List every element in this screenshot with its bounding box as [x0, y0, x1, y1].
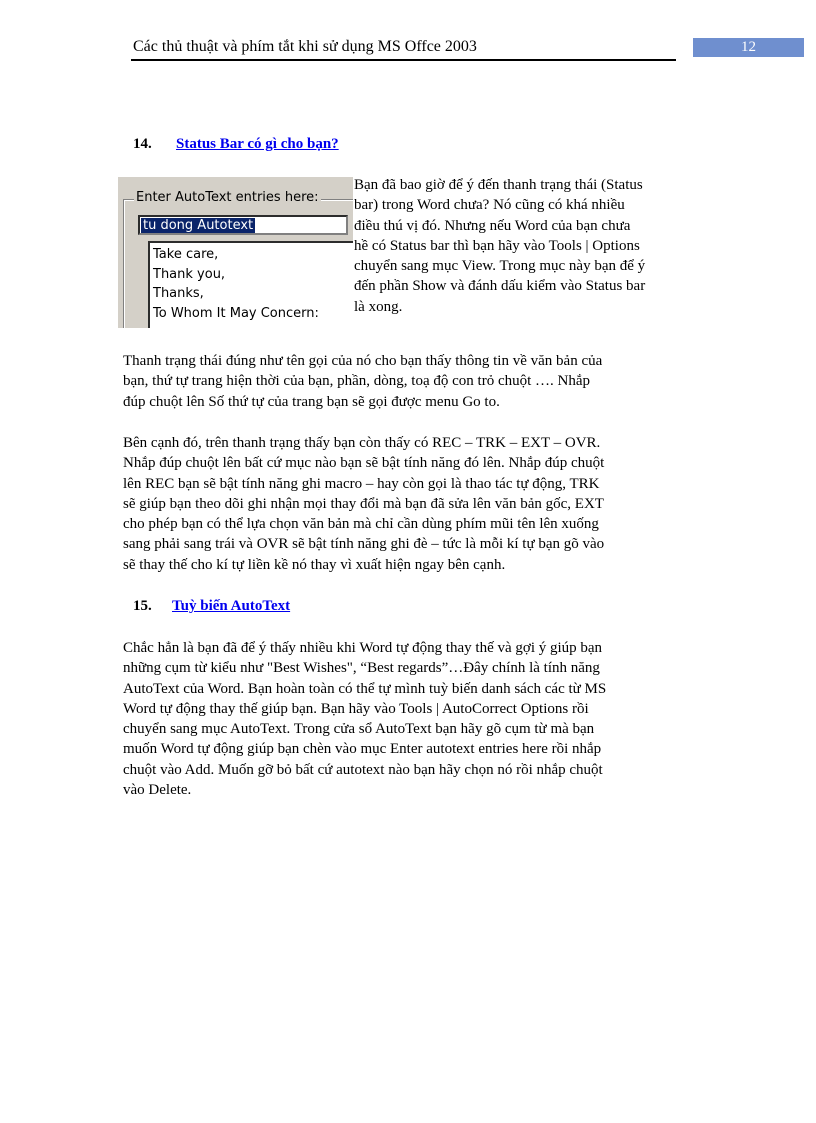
section-14-paragraph-2 — [123, 433, 604, 575]
text-line: sẽ thay thế cho kí tự liền kề nó thay vì xuất hiện ngay bên cạnh. — [123, 556, 506, 573]
page-number-badge: 12 — [693, 38, 804, 57]
text-line: chuột vào Add. Muốn gỡ bỏ bất cứ autotext nào bạn hãy chọn nó rồi nhắp chuột — [123, 761, 603, 778]
text-line: Thanh trạng thái đúng như tên gọi của nó cho bạn thấy thông tin về văn bản của — [123, 353, 603, 369]
dialog-label: Enter AutoText entries here: — [136, 190, 319, 205]
text-line: Bạn đã bao giờ để ý đến thanh trạng thái (Status — [354, 177, 643, 193]
text-line: đúp chuột lên Số thứ tự của trang bạn sẽ gọi được menu Go to. — [123, 393, 500, 410]
section-14-heading — [133, 136, 339, 153]
text-line: là xong. — [354, 298, 403, 315]
section-14-number: 14. — [133, 136, 152, 152]
text-line: cho phép bạn có thể lựa chọn văn bản mà chỉ cần dùng phím mũi tên lên xuống — [123, 516, 599, 533]
text-line: Chắc hẳn là bạn đã để ý thấy nhiều khi Word tự động thay thế và gợi ý giúp bạn — [123, 640, 603, 656]
list-item: Thank you, — [153, 266, 226, 282]
header-title: Các thủ thuật và phím tắt khi sử dụng MS Offce 2003 — [133, 38, 477, 55]
text-line: bạn, thứ tự trang hiện thời của bạn, phần, dòng, toạ độ con trỏ chuột …. Nhắp — [123, 373, 591, 390]
section-15-number: 15. — [133, 598, 152, 614]
text-line: muốn Word tự động giúp bạn chèn vào mục Enter autotext entries here rồi nhắp — [123, 741, 602, 758]
autotext-input — [138, 215, 348, 235]
text-line: sang phải sang trái và OVR sẽ bật tính năng ghi đè – tức là mỗi kí tự bạn gõ vào — [123, 536, 605, 553]
text-line: hề có Status bar thì bạn hãy vào Tools | Options — [354, 237, 640, 254]
text-line: đến phần Show và đánh dấu kiểm vào Status bar — [354, 278, 646, 295]
section-15-link[interactable]: Tuỳ biến AutoText — [172, 598, 291, 614]
text-line: Word tự động thay thế giúp bạn. Bạn hãy vào Tools | AutoCorrect Options rồi — [123, 700, 589, 717]
header-rule — [131, 59, 676, 61]
text-line: AutoText của Word. Bạn hoàn toàn có thể tự mình tuỳ biến danh sách các từ MS — [123, 680, 607, 697]
text-line: Nhắp đúp chuột lên bất cứ mục nào bạn sẽ bật tính năng đó lên. Nhắp đúp chuột — [123, 455, 605, 472]
text-line: điều thú vị đó. Nhưng nếu Word của bạn chưa — [354, 217, 631, 234]
autotext-list — [148, 241, 353, 328]
text-line: Bên cạnh đó, trên thanh trạng thấy bạn còn thấy có REC – TRK – EXT – OVR. — [123, 435, 601, 451]
autotext-input-value: tu dong Autotext — [143, 218, 254, 233]
list-item: To Whom It May Concern: — [153, 305, 319, 321]
text-line: sẽ giúp bạn theo dõi ghi nhận mọi thay đổi mà bạn đã sửa lên văn bản gốc, EXT — [123, 495, 604, 512]
section-14-side-paragraph — [354, 175, 645, 317]
list-item: Thanks, — [153, 286, 204, 301]
section-15-heading — [133, 598, 290, 615]
text-line: chuyển sang mục View. Trong mục này bạn để ý — [354, 258, 646, 275]
text-line: lên REC bạn sẽ bật tính năng ghi macro – hay còn gọi là thao tác tự động, TRK — [123, 475, 600, 492]
section-14-paragraph-1 — [123, 351, 602, 412]
autotext-dialog-screenshot — [118, 177, 353, 328]
text-line: những cụm từ kiểu như "Best Wishes", “Best regards”…Đây chính là tính năng — [123, 660, 600, 677]
section-14-link[interactable]: Status Bar có gì cho bạn? — [176, 136, 339, 152]
list-item: Take care, — [153, 247, 219, 262]
text-line: chuyển sang mục AutoText. Trong cửa sổ AutoText bạn hãy gõ cụm từ mà bạn — [123, 721, 595, 738]
section-15-paragraph — [123, 638, 606, 800]
text-line: bar) trong Word chưa? Nó cũng có khá nhiều — [354, 197, 625, 214]
text-line: vào Delete. — [123, 782, 192, 799]
